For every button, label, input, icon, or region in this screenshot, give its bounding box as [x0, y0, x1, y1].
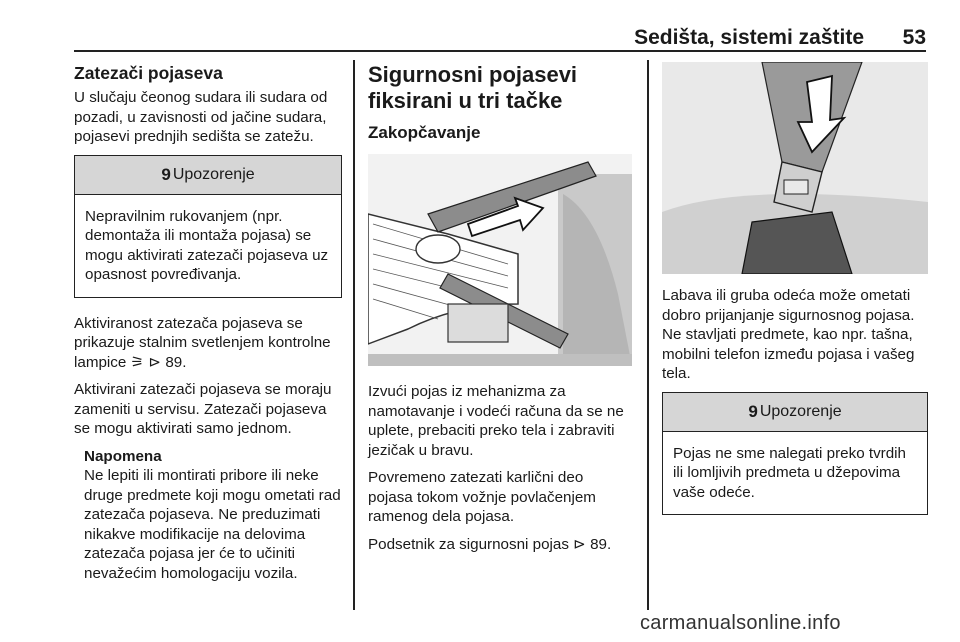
note-title: Napomena: [84, 447, 162, 465]
section-title: Sedišta, sistemi zaštite: [634, 26, 864, 49]
buckle-illustration: [662, 62, 928, 274]
fastening-subheading: Zakopčavanje: [368, 123, 481, 142]
warning-title: Upozorenje: [172, 165, 255, 183]
watermark: carmanualsonline.info: [640, 612, 841, 634]
column-2: [368, 62, 632, 562]
belt-buckle-illustration: [662, 62, 928, 274]
warning-box-1: [74, 155, 342, 298]
column-3: [662, 62, 928, 531]
tensioner-indicator-paragraph: Aktiviranost zatezača pojaseva se prikazuje stalnim svetlenjem kontrolne lampice ⚞ ⊳ 89.: [74, 314, 331, 371]
tensioner-replace-paragraph: Aktivirani zatezači pojaseva se moraju zameniti u servisu. Zatezači pojaseva se mogu aktivirati samo jednom.: [74, 381, 332, 437]
warning-icon: 9: [748, 401, 758, 421]
warning-header: [663, 393, 927, 432]
page-number: 53: [902, 26, 926, 49]
fastening-instructions: Izvući pojas iz mehanizma za namotavanje i vodeći računa da se ne uplete, prebaciti preko tela i zabraviti jezičak u bravu.: [368, 383, 624, 459]
loose-clothing-paragraph: Labava ili gruba odeća može ometati dobro prijanjanje sigurnosnog pojasa. Ne stavljati predmete, kao npr. tašna, mobilni telefon između pojasa i vašeg tela.: [662, 287, 915, 382]
note-block: [84, 447, 342, 584]
warning-text: Pojas ne sme nalegati preko tvrdih ili lomljivih predmeta u džepovima vaše odeće.: [673, 444, 907, 501]
belt-tensioners-heading: Zatezači pojaseva: [74, 63, 223, 83]
belt-tensioners-intro: U slučaju čeonog sudara ili sudara od pozadi, u zavisnosti od jačine sudara, pojasevi prednjih sedišta se zatežu.: [74, 89, 328, 145]
warning-text: Nepravilnim rukovanjem (npr. demontaža ili montaža pojasa) se mogu aktivirati zatezači pojaseva uz opasnost povređivanja.: [85, 207, 329, 283]
belt-reminder-reference: Podsetnik za sigurnosni pojas ⊳ 89.: [368, 535, 612, 553]
warning-title: Upozorenje: [759, 402, 842, 420]
fastening-belt-illustration: [368, 154, 632, 366]
tighten-lap-belt-paragraph: Povremeno zatezati karlični deo pojasa tokom vožnje povlačenjem ramenog dela pojasa.: [368, 469, 596, 525]
warning-header: [75, 156, 341, 195]
header-divider: [74, 50, 926, 52]
column-1: [74, 62, 342, 583]
three-point-belts-heading: Sigurnosni pojasevi fiksirani u tri tačke: [368, 62, 578, 113]
belt-pull-illustration: [368, 154, 632, 366]
column-divider-1: [353, 60, 355, 610]
warning-icon: 9: [161, 164, 171, 184]
note-text: Ne lepiti ili montirati pribore ili neke druge predmete koji mogu ometati rad zatezača pojaseva. Ne preduzimati nikakve modifikacije na delovima zatezača pojasa jer će to učiniti nevažećim homologaciju vozila.: [84, 467, 341, 582]
warning-box-2: [662, 392, 928, 516]
column-divider-2: [647, 60, 649, 610]
